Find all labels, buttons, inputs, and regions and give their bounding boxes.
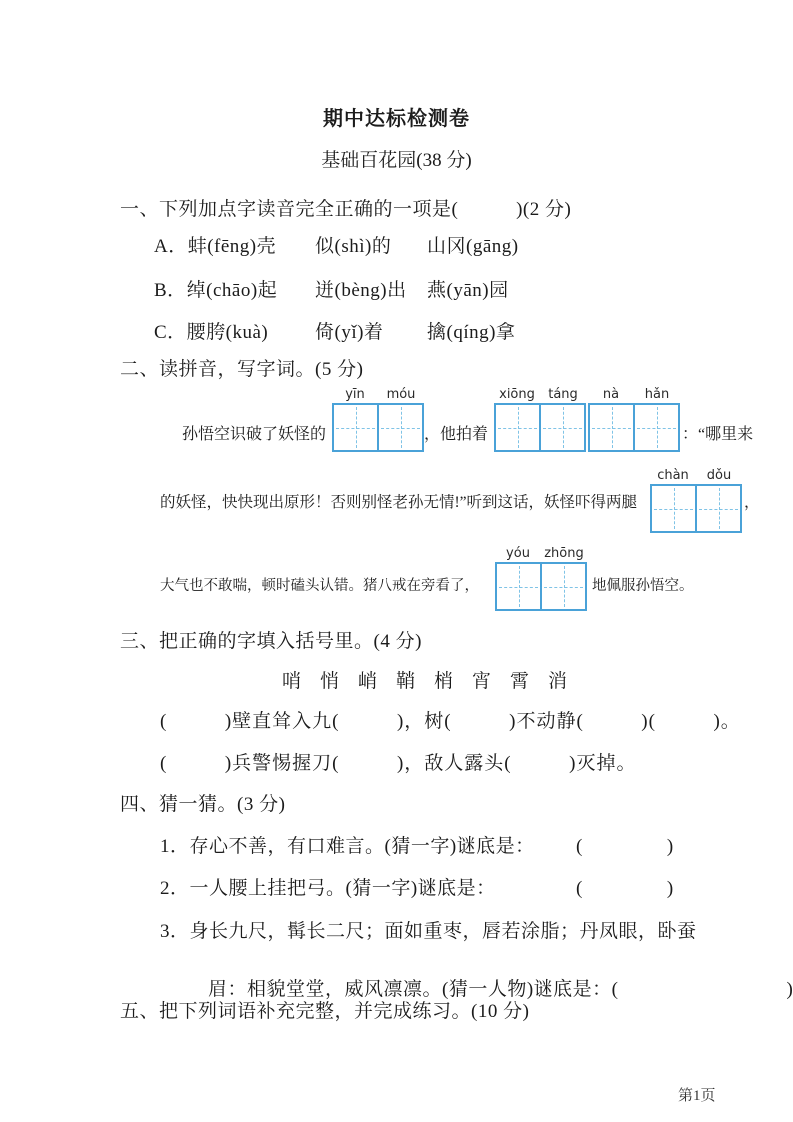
q2-line3-text: 地佩服孙悟空。 xyxy=(592,578,694,594)
pinyin-label: yīn xyxy=(345,387,365,402)
riddle-2-answer-blank: ( ) xyxy=(576,878,674,899)
writing-cells xyxy=(588,403,680,452)
riddle-3-text: 眉：相貌堂堂，威风凛凛。(猜一人物)谜底是： xyxy=(208,979,612,1000)
paper-title: 期中达标检测卷 xyxy=(323,108,470,130)
writing-cells xyxy=(494,403,586,452)
grid-cell xyxy=(652,486,695,531)
grid-cell xyxy=(334,405,377,450)
pinyin-label: yóu xyxy=(506,546,530,561)
pinyin-writing-grid-2 xyxy=(494,387,586,452)
fill-blank-line-1: ( )壁直耸入九( )，树( )不动静( )( )。 xyxy=(160,711,741,732)
pinyin-label: xiōng xyxy=(499,387,535,402)
grid-cell xyxy=(496,405,539,450)
pinyin-label: chàn xyxy=(657,468,689,483)
option-text: 似(shì)的 xyxy=(315,236,392,257)
question-4-header: 四、猜一猜。(3 分) xyxy=(120,794,286,815)
riddle-1-text: 1．存心不善，有口难言。(猜一字)谜底是： xyxy=(160,836,535,857)
pinyin-labels xyxy=(588,387,680,403)
pinyin-writing-grid-4 xyxy=(650,468,742,533)
pinyin-labels xyxy=(494,387,586,403)
grid-cell xyxy=(539,405,584,450)
pinyin-labels xyxy=(332,387,424,403)
grid-cell xyxy=(695,486,740,531)
option-text: 山冈(gāng) xyxy=(427,236,519,257)
option-text: B．绰(chāo)起 xyxy=(154,280,278,301)
option-text: C．腰胯(kuà) xyxy=(154,322,269,343)
pinyin-label: hǎn xyxy=(644,387,670,402)
riddle-1-answer-blank: ( ) xyxy=(576,836,674,857)
q2-line1-text: ：“哪里来 xyxy=(682,426,754,443)
riddle-3-answer-blank: ( ) xyxy=(611,979,793,1000)
grid-cell xyxy=(590,405,633,450)
question-2-header: 二、读拼音，写字词。(5 分) xyxy=(120,359,364,380)
character-bank: 哨 悄 峭 鞘 梢 宵 霄 消 xyxy=(282,671,568,692)
option-text: 倚(yǐ)着 xyxy=(315,322,384,343)
writing-cells xyxy=(332,403,424,452)
grid-cell xyxy=(497,564,540,609)
option-text: A．蚌(fēng)壳 xyxy=(154,236,277,257)
option-text: 擒(qíng)拿 xyxy=(427,322,516,343)
option-text: 迸(bèng)出 xyxy=(315,280,407,301)
pinyin-label: nà xyxy=(602,387,620,402)
riddle-3-text-line1: 3．身长九尺，髯长二尺；面如重枣，唇若涂脂；丹凤眼，卧蚕 xyxy=(160,921,697,942)
q2-line1-text: ，他拍着 xyxy=(424,426,489,443)
option-text: 燕(yān)园 xyxy=(427,280,509,301)
pinyin-label: dǒu xyxy=(706,468,732,483)
q2-line2-text: ， xyxy=(744,494,760,511)
grid-cell xyxy=(633,405,678,450)
pinyin-label: táng xyxy=(548,387,578,402)
fill-blank-line-2: ( )兵警惕握刀( )，敌人露头( )灭掉。 xyxy=(160,753,637,774)
pinyin-writing-grid-1 xyxy=(332,387,424,452)
riddle-2-text: 2．一人腰上挂把弓。(猜一字)谜底是： xyxy=(160,878,496,899)
pinyin-writing-grid-3 xyxy=(588,387,680,452)
question-5-header: 五、把下列词语补充完整，并完成练习。(10 分) xyxy=(120,1001,530,1022)
pinyin-labels xyxy=(650,468,742,484)
writing-cells xyxy=(495,562,587,611)
pinyin-label: móu xyxy=(386,387,416,402)
writing-cells xyxy=(650,484,742,533)
pinyin-label: zhōng xyxy=(544,546,584,561)
grid-cell xyxy=(540,564,585,609)
section-score-title: 基础百花园(38 分) xyxy=(321,150,472,171)
page-number: 第1页 xyxy=(678,1088,716,1104)
q2-line3-text: 大气也不敢喘，顿时磕头认错。猪八戒在旁看了， xyxy=(160,578,479,594)
grid-cell xyxy=(377,405,422,450)
pinyin-labels xyxy=(495,546,587,562)
q2-line2-text: 的妖怪，快快现出原形！否则别怪老孙无情!”听到这话，妖怪吓得两腿 xyxy=(160,494,638,511)
question-3-header: 三、把正确的字填入括号里。(4 分) xyxy=(120,631,422,652)
pinyin-writing-grid-5 xyxy=(495,546,587,611)
question-1-header: 一、下列加点字读音完全正确的一项是( )(2 分) xyxy=(120,199,572,220)
q2-line1-text: 孙悟空识破了妖怪的 xyxy=(182,426,327,443)
